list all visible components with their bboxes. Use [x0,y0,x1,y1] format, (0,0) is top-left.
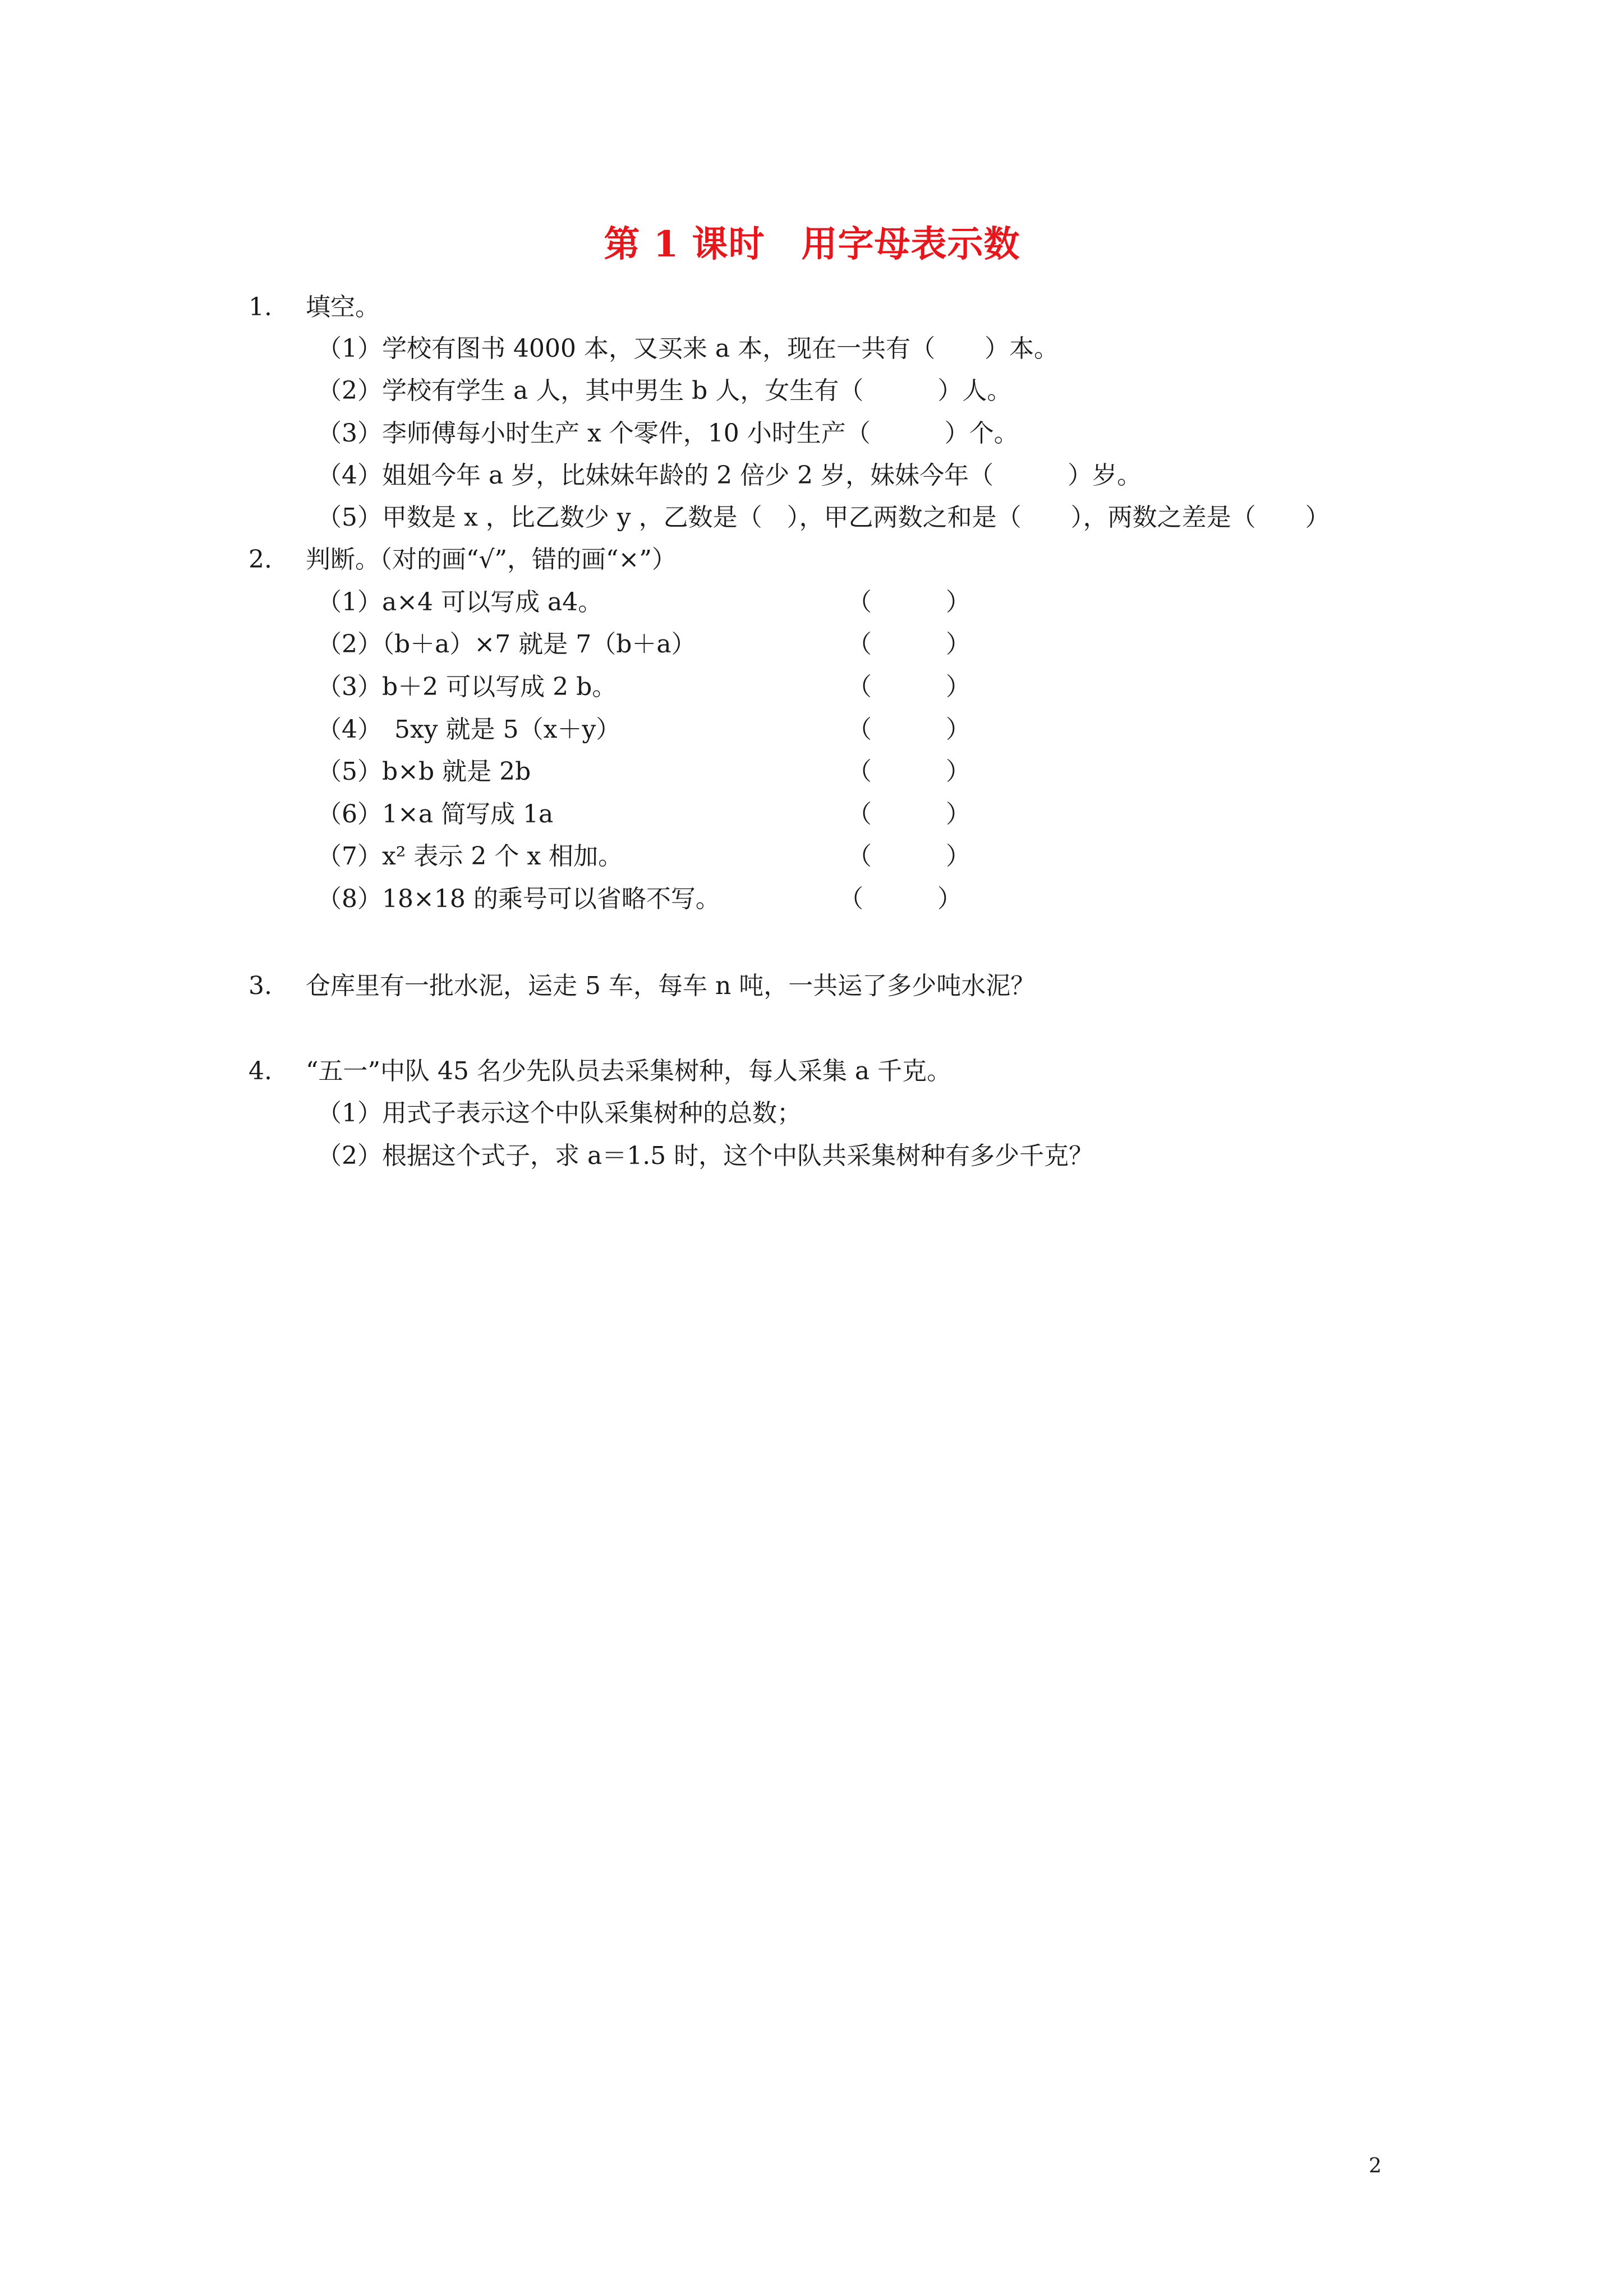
question-2-number: 2. [249,545,272,574]
question-3-number: 3. [249,972,272,1000]
judge-item-4: （4） 5xy 就是 5（x＋y） [317,715,621,744]
question-4-item-1: （1）用式子表示这个中队采集树种的总数； [317,1099,802,1128]
judge-item-3: （3）b＋2 可以写成 2 b。 [317,673,617,701]
judge-item-6: （6）1×a 简写成 1a [317,800,554,829]
judge-item-2: （2）（b＋a）×7 就是 7（b＋a） [317,630,696,659]
judge-item-5: （5）b×b 就是 2b [317,757,531,786]
question-1-item-5: （5）甲数是 x ，比乙数少 y ，乙数是（ ），甲乙两数之和是（ ），两数之差是（ ） [317,503,1330,532]
judge-item-1: （1）a×4 可以写成 a4。 [317,588,603,616]
judge-answer-blank-3: （ ） [847,673,970,701]
question-1-item-4: （4）姐姐今年 a 岁，比妹妹年龄的 2 倍少 2 岁，妹妹今年（ ）岁。 [317,461,1142,490]
question-1-item-3: （3）李师傅每小时生产 x 个零件，10 小时生产（ ）个。 [317,419,1019,448]
question-1-stem: 填空。 [306,293,380,321]
question-1-number: 1. [249,293,272,321]
judge-answer-blank-1: （ ） [847,588,970,616]
question-3-stem: 仓库里有一批水泥，运走 5 车，每车 n 吨，一共运了多少吨水泥？ [306,972,1036,1000]
judge-answer-blank-2: （ ） [847,630,970,659]
judge-answer-blank-6: （ ） [847,800,970,829]
question-1-item-1: （1）学校有图书 4000 本，又买来 a 本，现在一共有（ ）本。 [317,334,1059,363]
judge-item-7: （7）x² 表示 2 个 x 相加。 [317,842,623,871]
judge-answer-blank-7: （ ） [847,842,970,871]
question-1-item-2: （2）学校有学生 a 人，其中男生 b 人，女生有（ ）人。 [317,376,1012,405]
question-2-stem: 判断。（对的画“√”，错的画“×”） [306,545,677,574]
page-title: 第 1 课时 用字母表示数 [604,223,1020,265]
judge-answer-blank-5: （ ） [847,757,970,786]
question-4-stem: “五一”中队 45 名少先队员去采集树种，每人采集 a 千克。 [306,1057,952,1085]
question-4-number: 4. [249,1057,272,1085]
question-4-item-2: （2）根据这个式子，求 a＝1.5 时，这个中队共采集树种有多少千克？ [317,1142,1094,1170]
judge-answer-blank-8: （ ） [839,885,962,913]
judge-item-8: （8）18×18 的乘号可以省略不写。 [317,885,720,913]
page-number: 2 [1369,2155,1382,2178]
judge-answer-blank-4: （ ） [847,715,970,744]
